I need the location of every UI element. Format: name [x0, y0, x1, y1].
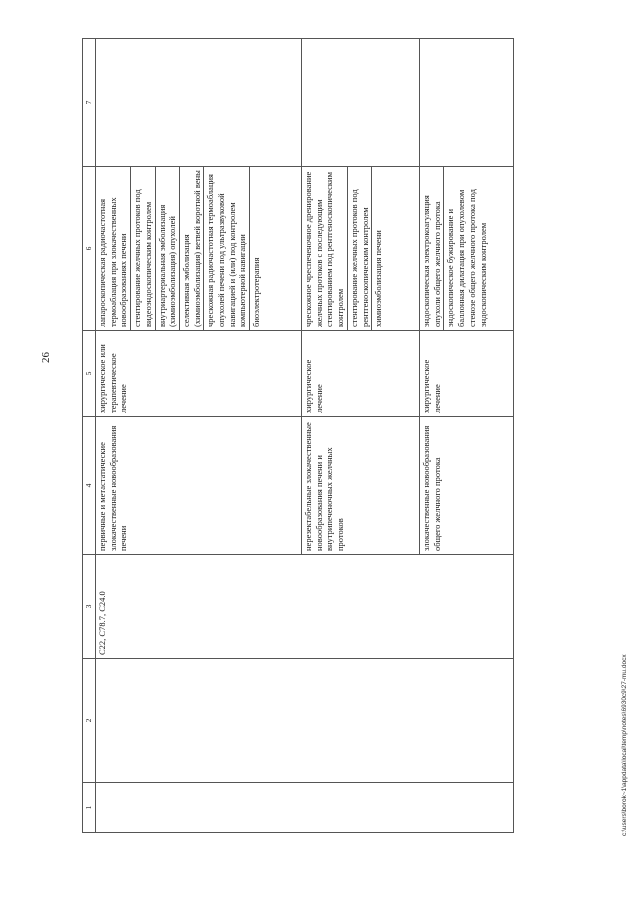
method-item: стентирование желчных протоков под рентгеноскопическим контролем [347, 167, 371, 330]
method-item: селективная эмболизация (химиоэмболизация) ветвей воротной вены [179, 167, 203, 330]
column-header-3: 3 [83, 555, 96, 659]
cell-treatment: хирургическое лечение [302, 331, 420, 417]
cell-methods [96, 167, 302, 331]
method-item: чрескожная радиочастотная термоаблация опухолей печени под ультразвуковой навигацией и (или) под контролем компьютерной навигации [203, 167, 249, 330]
cell-codes: C22, C78.7, C24.0 [96, 555, 514, 659]
column-header-7: 7 [83, 39, 96, 167]
column-header-2: 2 [83, 659, 96, 783]
column-number-row [83, 39, 96, 833]
document-footer-path: c:\users\borok~1\appdata\local\temp\notes\6930c9\27-mu.docx [621, 654, 628, 836]
cell-diagnosis: злокачественные новообразования общего желчного протока [420, 417, 514, 555]
cell-price [302, 39, 420, 167]
cell-treatment: хирургическое лечение [420, 331, 514, 417]
method-item: химиоэмболизация печени [371, 167, 385, 330]
cell-price [96, 39, 302, 167]
method-item: лапароскопическая радиочастотная термоаблация при злокачественных новообразованиях печени [97, 197, 129, 327]
method-item: эндоскопическое бужирование и баллонная дилатация при опухолевом стенозе общего желчного протока под эндоскопическим контролем [443, 167, 489, 330]
cell-diagnosis: первичные и метастатические злокачественные новообразования печени [96, 417, 302, 555]
rotated-table-container [82, 39, 594, 833]
method-item: биоэлектротерапия [249, 167, 263, 330]
table-row [96, 39, 302, 833]
page-number: 26 [40, 352, 52, 363]
treatment-table [82, 38, 514, 833]
cell-number [96, 783, 514, 833]
column-header-1: 1 [83, 783, 96, 833]
cell-profile [96, 659, 514, 783]
cell-price [420, 39, 514, 167]
method-item: стентирование желчных протоков под видеоэндоскопическим контролем [130, 167, 154, 330]
column-header-6: 6 [83, 167, 96, 331]
cell-diagnosis: нерезектабельные злокачественные новообразования печени и внутрипеченочных желчных протоков [302, 417, 420, 555]
column-header-5: 5 [83, 331, 96, 417]
cell-methods [302, 167, 420, 331]
cell-methods [420, 167, 514, 331]
method-item: чрескожное чреспеченочное дренирование желчных протоков с последующим стентированием под рентгеноскопическим контролем [303, 171, 346, 327]
method-item: эндоскопическая электрокоагуляция опухоли общего желчного протока [421, 195, 442, 327]
method-item: внутриартериальная эмболизация (химиоэмболизация) опухолей [155, 167, 179, 330]
cell-treatment: хирургическое или терапевтическое лечение [96, 331, 302, 417]
column-header-4: 4 [83, 417, 96, 555]
